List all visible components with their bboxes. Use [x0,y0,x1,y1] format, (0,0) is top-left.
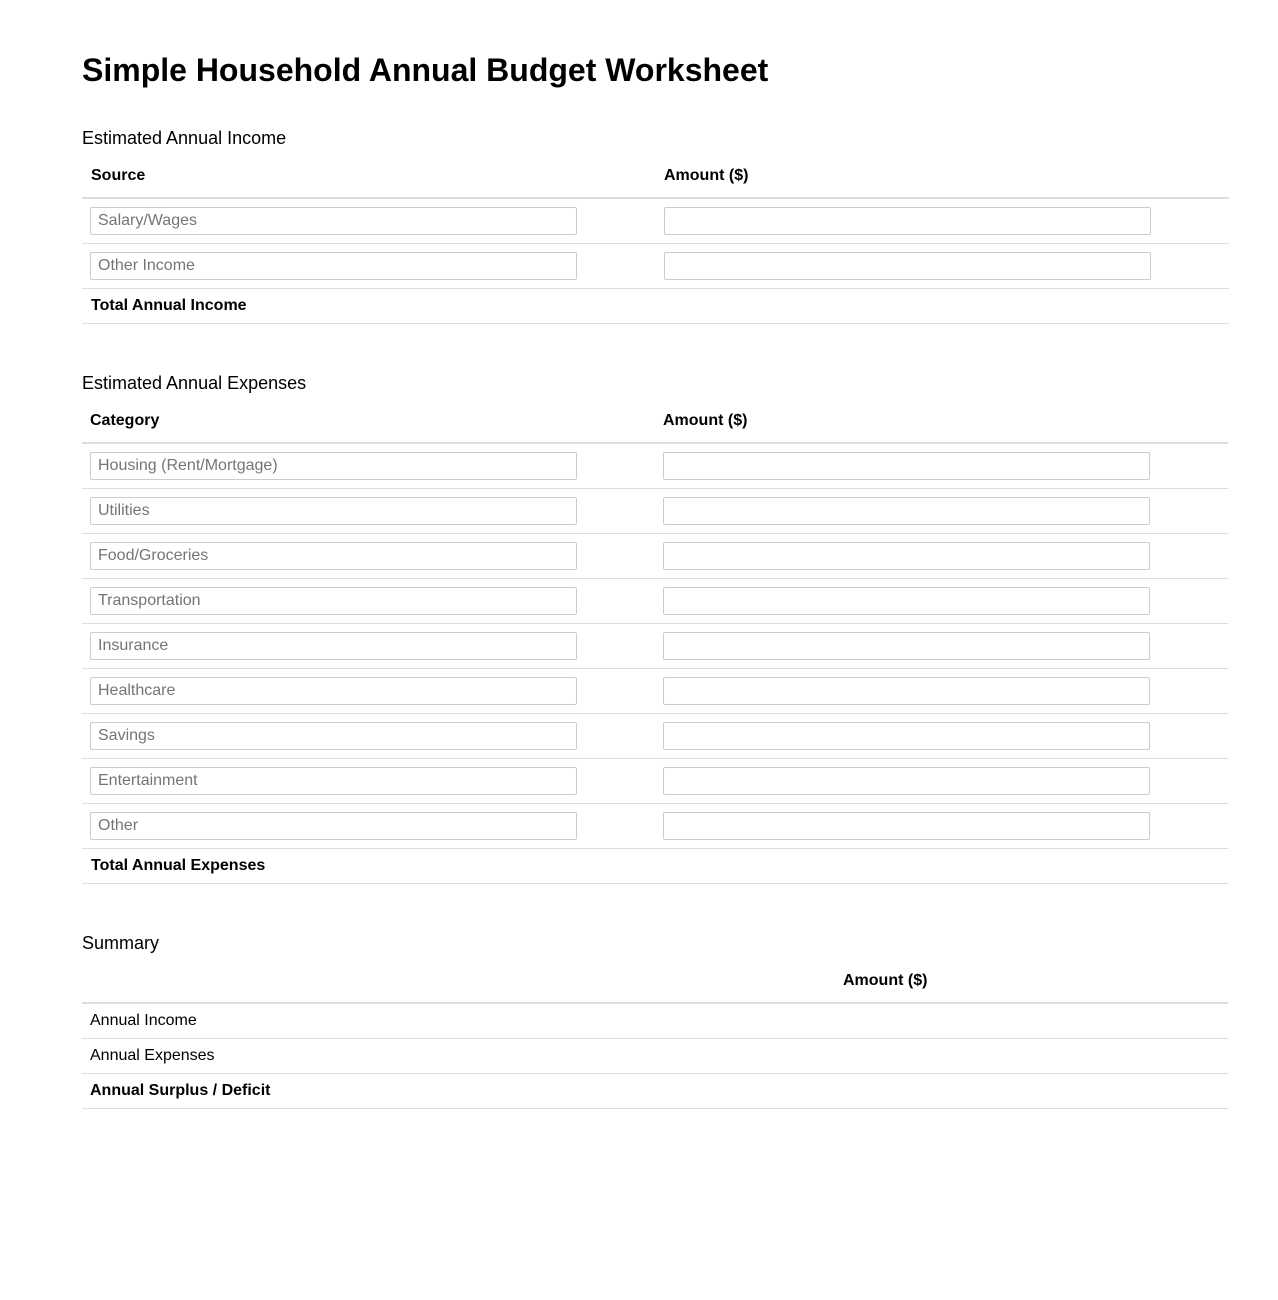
expense-row-insurance [82,624,1228,669]
source-column-header: Source [82,154,656,198]
income-row-other [82,244,1229,289]
income-section [82,127,1196,324]
expense-amount-input-entertainment[interactable] [663,767,1150,795]
summary-row-income [82,1003,1228,1039]
expense-category-input-food[interactable] [90,542,577,570]
total-expenses-label: Total Annual Expenses [82,849,655,884]
income-amount-column-header: Amount ($) [656,154,1229,198]
summary-amount-column-header: Amount ($) [835,959,1228,1003]
summary-income-value [835,1003,1228,1039]
expenses-total-row [82,849,1228,884]
income-section-title: Estimated Annual Income [82,128,287,148]
expense-row-transportation [82,579,1228,624]
summary-surplus-label: Annual Surplus / Deficit [82,1074,835,1109]
expense-row-housing [82,443,1228,489]
income-row-salary [82,198,1229,244]
expense-amount-input-food[interactable] [663,542,1150,570]
expense-row-food [82,534,1228,579]
summary-income-label: Annual Income [82,1003,835,1039]
expenses-section-title: Estimated Annual Expenses [82,373,307,393]
expense-amount-input-other[interactable] [663,812,1150,840]
expense-category-input-utilities[interactable] [90,497,577,525]
summary-expenses-label: Annual Expenses [82,1039,835,1074]
expense-row-entertainment [82,759,1228,804]
summary-section [82,932,1196,1109]
expense-amount-input-healthcare[interactable] [663,677,1150,705]
income-header-row [82,154,1229,198]
expense-amount-input-savings[interactable] [663,722,1150,750]
expense-row-healthcare [82,669,1228,714]
expense-amount-input-housing[interactable] [663,452,1150,480]
total-expenses-value [655,849,1228,884]
expense-category-input-entertainment[interactable] [90,767,577,795]
summary-header-row [82,959,1228,1003]
summary-row-expenses [82,1039,1228,1074]
income-amount-input-salary[interactable] [664,207,1151,235]
expense-row-savings [82,714,1228,759]
summary-expenses-value [835,1039,1228,1074]
total-income-label: Total Annual Income [82,289,656,324]
expense-category-input-transportation[interactable] [90,587,577,615]
expense-category-input-healthcare[interactable] [90,677,577,705]
total-income-value [656,289,1229,324]
income-amount-input-other[interactable] [664,252,1151,280]
income-source-input-salary[interactable] [90,207,577,235]
summary-table [82,959,1228,1109]
expenses-table [82,399,1228,884]
expenses-header-row [82,399,1228,443]
income-total-row [82,289,1229,324]
expense-category-input-other[interactable] [90,812,577,840]
income-table [82,154,1229,324]
expense-row-utilities [82,489,1228,534]
expense-category-input-savings[interactable] [90,722,577,750]
summary-section-title: Summary [82,933,160,953]
expense-amount-input-utilities[interactable] [663,497,1150,525]
expense-category-input-insurance[interactable] [90,632,577,660]
summary-surplus-value [835,1074,1228,1109]
expense-category-input-housing[interactable] [90,452,577,480]
page-title: Simple Household Annual Budget Worksheet [82,52,769,88]
category-column-header: Category [82,399,655,443]
expense-amount-input-insurance[interactable] [663,632,1150,660]
expenses-amount-column-header: Amount ($) [655,399,1228,443]
expenses-section [82,372,1196,884]
summary-row-surplus [82,1074,1228,1109]
expense-row-other [82,804,1228,849]
income-source-input-other[interactable] [90,252,577,280]
expense-amount-input-transportation[interactable] [663,587,1150,615]
summary-label-column-header [82,959,835,1003]
